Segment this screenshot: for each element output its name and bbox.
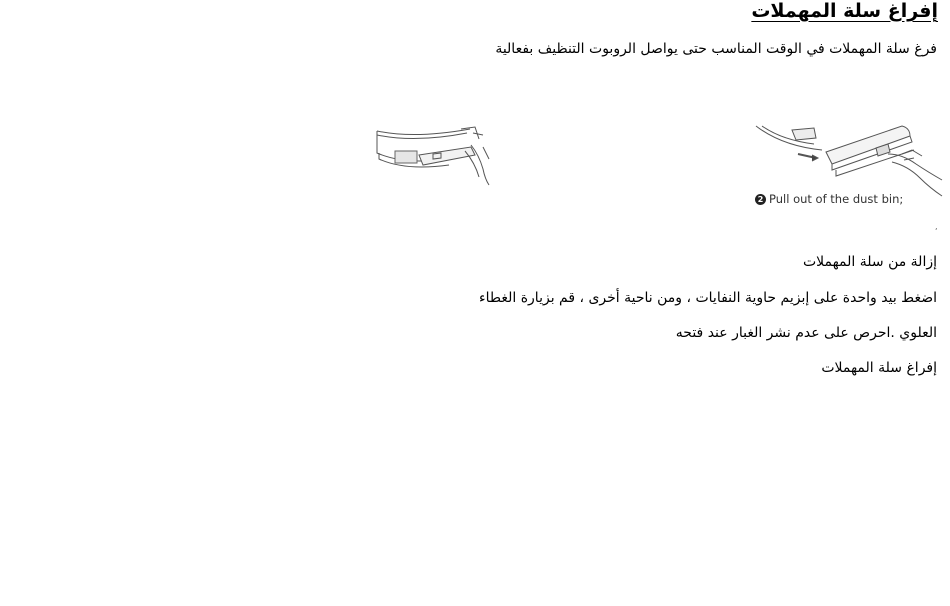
figure-caption <box>755 192 903 206</box>
step-open-cover: العلوي .احرص على عدم نشر الغبار عند فتحه <box>675 325 937 341</box>
page-title: إفراغ سلة المهملات <box>751 0 938 22</box>
stray-mark: , <box>935 222 938 231</box>
intro-paragraph: فرغ سلة المهملات في الوقت المناسب حتى يواصل الروبوت التنظيف بفعالية <box>495 41 937 57</box>
step-press-buckle: اضغط بيد واحدة على إبزيم حاوية النفايات ، ومن ناحية أخرى ، قم بزيارة الغطاء <box>479 290 937 306</box>
step-number-badge: 2 <box>755 194 766 205</box>
step-empty-bin: إفراغ سلة المهملات <box>821 360 937 376</box>
robot-dustbin-illustration-left <box>375 125 491 189</box>
step-remove-bin: إزالة من سلة المهملات <box>802 254 937 270</box>
caption-text: Pull out of the dust bin; <box>769 192 904 206</box>
